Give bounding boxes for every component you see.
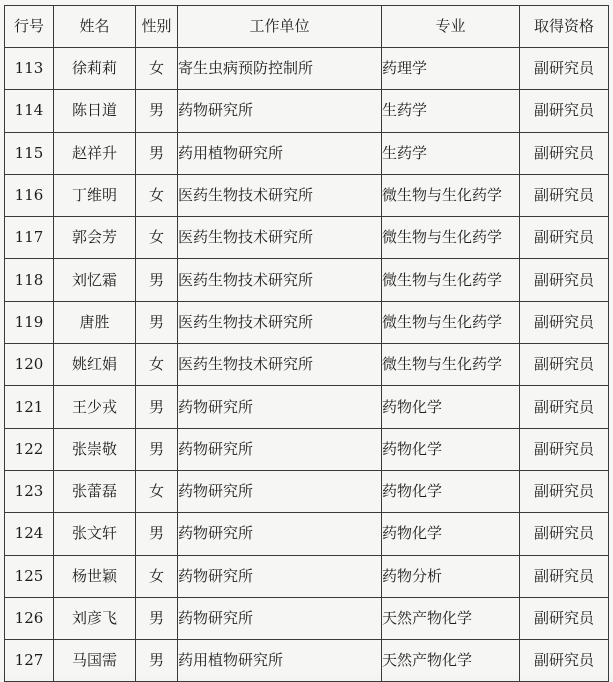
cell-row-number: 117 bbox=[5, 217, 54, 259]
table-header-row bbox=[5, 6, 609, 48]
cell-qualification: 副研究员 bbox=[520, 217, 609, 259]
cell-qualification: 副研究员 bbox=[520, 597, 609, 639]
cell-name: 唐胜 bbox=[54, 301, 136, 343]
cell-gender: 男 bbox=[136, 386, 178, 428]
cell-qualification: 副研究员 bbox=[520, 90, 609, 132]
cell-name: 王少戎 bbox=[54, 386, 136, 428]
cell-row-number: 115 bbox=[5, 132, 54, 174]
cell-major: 药物化学 bbox=[382, 470, 520, 512]
cell-major: 微生物与生化药学 bbox=[382, 344, 520, 386]
header-gender: 性别 bbox=[136, 6, 178, 48]
cell-qualification: 副研究员 bbox=[520, 555, 609, 597]
cell-gender: 女 bbox=[136, 217, 178, 259]
header-qualification: 取得资格 bbox=[520, 6, 609, 48]
cell-major: 微生物与生化药学 bbox=[382, 259, 520, 301]
cell-gender: 女 bbox=[136, 555, 178, 597]
cell-qualification: 副研究员 bbox=[520, 428, 609, 470]
qualification-table bbox=[4, 5, 609, 682]
cell-work-unit: 药物研究所 bbox=[178, 90, 382, 132]
cell-row-number: 113 bbox=[5, 48, 54, 90]
table-row bbox=[5, 386, 609, 428]
table-row bbox=[5, 217, 609, 259]
header-name: 姓名 bbox=[54, 6, 136, 48]
cell-work-unit: 药用植物研究所 bbox=[178, 640, 382, 682]
cell-name: 陈日道 bbox=[54, 90, 136, 132]
cell-qualification: 副研究员 bbox=[520, 132, 609, 174]
cell-gender: 男 bbox=[136, 132, 178, 174]
cell-work-unit: 医药生物技术研究所 bbox=[178, 344, 382, 386]
cell-qualification: 副研究员 bbox=[520, 640, 609, 682]
cell-gender: 男 bbox=[136, 428, 178, 470]
cell-major: 微生物与生化药学 bbox=[382, 217, 520, 259]
cell-row-number: 121 bbox=[5, 386, 54, 428]
cell-major: 天然产物化学 bbox=[382, 597, 520, 639]
cell-row-number: 122 bbox=[5, 428, 54, 470]
cell-qualification: 副研究员 bbox=[520, 344, 609, 386]
cell-work-unit: 药物研究所 bbox=[178, 597, 382, 639]
cell-work-unit: 医药生物技术研究所 bbox=[178, 301, 382, 343]
cell-qualification: 副研究员 bbox=[520, 301, 609, 343]
cell-work-unit: 医药生物技术研究所 bbox=[178, 259, 382, 301]
cell-name: 郭会芳 bbox=[54, 217, 136, 259]
table-row bbox=[5, 174, 609, 216]
cell-work-unit: 寄生虫病预防控制所 bbox=[178, 48, 382, 90]
cell-gender: 男 bbox=[136, 90, 178, 132]
table-row bbox=[5, 132, 609, 174]
cell-gender: 女 bbox=[136, 48, 178, 90]
cell-work-unit: 药物研究所 bbox=[178, 555, 382, 597]
cell-row-number: 118 bbox=[5, 259, 54, 301]
cell-major: 药理学 bbox=[382, 48, 520, 90]
header-row-number: 行号 bbox=[5, 6, 54, 48]
cell-gender: 男 bbox=[136, 259, 178, 301]
cell-work-unit: 医药生物技术研究所 bbox=[178, 217, 382, 259]
cell-gender: 男 bbox=[136, 301, 178, 343]
header-work-unit: 工作单位 bbox=[178, 6, 382, 48]
table-row bbox=[5, 597, 609, 639]
cell-major: 药物分析 bbox=[382, 555, 520, 597]
cell-gender: 男 bbox=[136, 597, 178, 639]
cell-name: 徐莉莉 bbox=[54, 48, 136, 90]
cell-gender: 女 bbox=[136, 470, 178, 512]
cell-name: 姚红娟 bbox=[54, 344, 136, 386]
cell-name: 刘忆霜 bbox=[54, 259, 136, 301]
cell-major: 药物化学 bbox=[382, 386, 520, 428]
cell-work-unit: 药物研究所 bbox=[178, 513, 382, 555]
cell-row-number: 127 bbox=[5, 640, 54, 682]
cell-name: 张蕾磊 bbox=[54, 470, 136, 512]
cell-row-number: 126 bbox=[5, 597, 54, 639]
cell-qualification: 副研究员 bbox=[520, 513, 609, 555]
table-row bbox=[5, 48, 609, 90]
cell-major: 生药学 bbox=[382, 90, 520, 132]
cell-row-number: 120 bbox=[5, 344, 54, 386]
cell-gender: 女 bbox=[136, 174, 178, 216]
table-row bbox=[5, 90, 609, 132]
cell-work-unit: 药物研究所 bbox=[178, 386, 382, 428]
table-row bbox=[5, 513, 609, 555]
table-row bbox=[5, 555, 609, 597]
table-row bbox=[5, 428, 609, 470]
cell-name: 刘彦飞 bbox=[54, 597, 136, 639]
table-row bbox=[5, 640, 609, 682]
cell-work-unit: 医药生物技术研究所 bbox=[178, 174, 382, 216]
table-row bbox=[5, 344, 609, 386]
cell-qualification: 副研究员 bbox=[520, 174, 609, 216]
cell-row-number: 124 bbox=[5, 513, 54, 555]
cell-name: 马国需 bbox=[54, 640, 136, 682]
table-body bbox=[5, 48, 609, 682]
cell-major: 天然产物化学 bbox=[382, 640, 520, 682]
cell-gender: 男 bbox=[136, 640, 178, 682]
cell-row-number: 123 bbox=[5, 470, 54, 512]
cell-gender: 女 bbox=[136, 344, 178, 386]
header-major: 专业 bbox=[382, 6, 520, 48]
cell-name: 杨世颖 bbox=[54, 555, 136, 597]
table-row bbox=[5, 259, 609, 301]
cell-major: 生药学 bbox=[382, 132, 520, 174]
cell-gender: 男 bbox=[136, 513, 178, 555]
cell-qualification: 副研究员 bbox=[520, 470, 609, 512]
cell-name: 丁维明 bbox=[54, 174, 136, 216]
cell-qualification: 副研究员 bbox=[520, 386, 609, 428]
cell-major: 药物化学 bbox=[382, 513, 520, 555]
cell-major: 微生物与生化药学 bbox=[382, 301, 520, 343]
cell-work-unit: 药用植物研究所 bbox=[178, 132, 382, 174]
cell-work-unit: 药物研究所 bbox=[178, 470, 382, 512]
table-row bbox=[5, 470, 609, 512]
cell-major: 微生物与生化药学 bbox=[382, 174, 520, 216]
cell-name: 张崇敬 bbox=[54, 428, 136, 470]
cell-row-number: 119 bbox=[5, 301, 54, 343]
cell-qualification: 副研究员 bbox=[520, 259, 609, 301]
cell-row-number: 125 bbox=[5, 555, 54, 597]
cell-work-unit: 药物研究所 bbox=[178, 428, 382, 470]
cell-qualification: 副研究员 bbox=[520, 48, 609, 90]
cell-name: 赵祥升 bbox=[54, 132, 136, 174]
cell-row-number: 116 bbox=[5, 174, 54, 216]
table-row bbox=[5, 301, 609, 343]
cell-row-number: 114 bbox=[5, 90, 54, 132]
cell-name: 张文轩 bbox=[54, 513, 136, 555]
cell-major: 药物化学 bbox=[382, 428, 520, 470]
